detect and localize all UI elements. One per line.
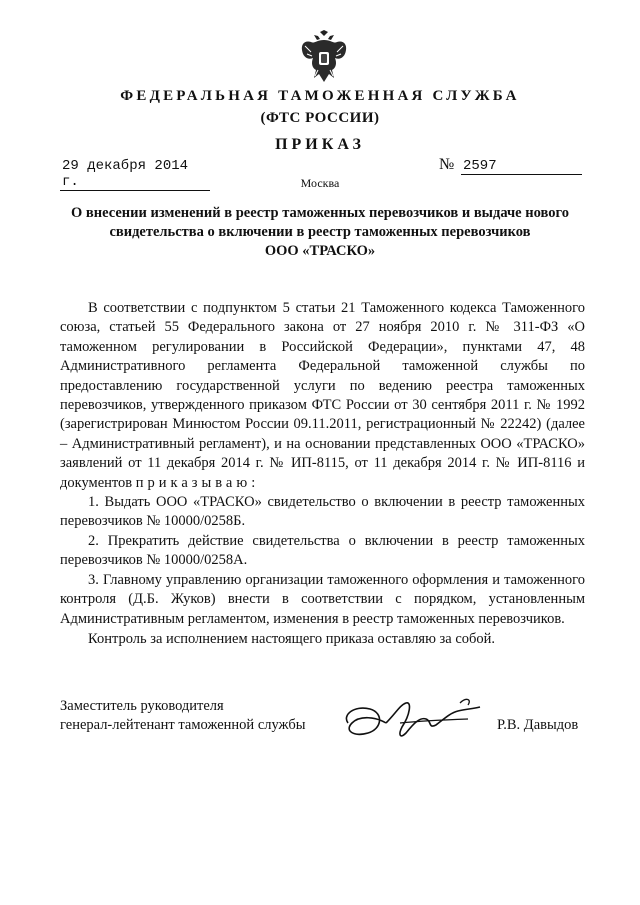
document-body: [60, 299, 585, 629]
order-date: 29 декабря 2014 г.: [60, 158, 210, 191]
title-line-1: О внесении изменений в реестр таможенных перевозчиков и выдаче нового: [71, 205, 569, 221]
control-paragraph: Контроль за исполнением настоящего приказа оставляю за собой.: [88, 631, 496, 647]
signer-position: [60, 697, 306, 735]
number-sign: №: [439, 156, 455, 173]
intro-text: В соответствии с подпунктом 5 статьи 21 Таможенного кодекса Таможенного союза, статьей 55 Федерального закона от 27 ноября 2010 г. № 311-ФЗ «О таможенном регулировании в Российской Федерации», пунктами 47, 48 Административного регламента Федеральной таможенной службы по предоставлению государственной услуги по ведению реестра таможенных перевозчиков, утвержденного приказом ФТС России от 30 сентября 2011 г. № 1992 (зарегистрирован Минюстом России 09.11.2011, регистрационный № 22242) (далее – Административный регламент), и на основании представленных ООО «ТРАСКО» заявлений от 11 декабря 2014 г. № ИП-8115, от 11 декабря 2014 г. № ИП-8116 и документов: [60, 300, 585, 491]
agency-abbreviation: (ФТС РОССИИ): [260, 110, 380, 126]
title-line-2: свидетельства о включении в реестр таможенных перевозчиков: [109, 224, 531, 240]
item-2: 2. Прекратить действие свидетельства о включении в реестр таможенных перевозчиков № 10000/0258А.: [60, 532, 585, 569]
position-line-1: Заместитель руководителя: [60, 698, 224, 714]
signer-name: Р.В. Давыдов: [497, 717, 579, 733]
city: Москва: [300, 176, 340, 190]
intro-paragraph: [60, 299, 585, 493]
agency-name: ФЕДЕРАЛЬНАЯ ТАМОЖЕННАЯ СЛУЖБА: [120, 88, 520, 104]
document-type: ПРИКАЗ: [275, 136, 365, 153]
item-1: 1. Выдать ООО «ТРАСКО» свидетельство о включении в реестр таможенных перевозчиков № 10000/0258Б.: [60, 494, 585, 530]
title-line-3: ООО «ТРАСКО»: [264, 243, 376, 259]
document-title: [40, 204, 600, 261]
order-number: 2597: [461, 158, 582, 175]
item-3: 3. Главному управлению организации таможенного оформления и таможенного контроля (Д.Б. Жуков) внести в соответствии с порядком, установленным Административным регламентом, изменения в реестр таможенных перевозчиков.: [60, 571, 585, 627]
handwritten-signature: [340, 693, 490, 748]
position-line-2: генерал-лейтенант таможенной службы: [60, 717, 306, 733]
russian-coat-of-arms-icon: [299, 30, 349, 86]
order-word: приказываю:: [135, 474, 260, 491]
